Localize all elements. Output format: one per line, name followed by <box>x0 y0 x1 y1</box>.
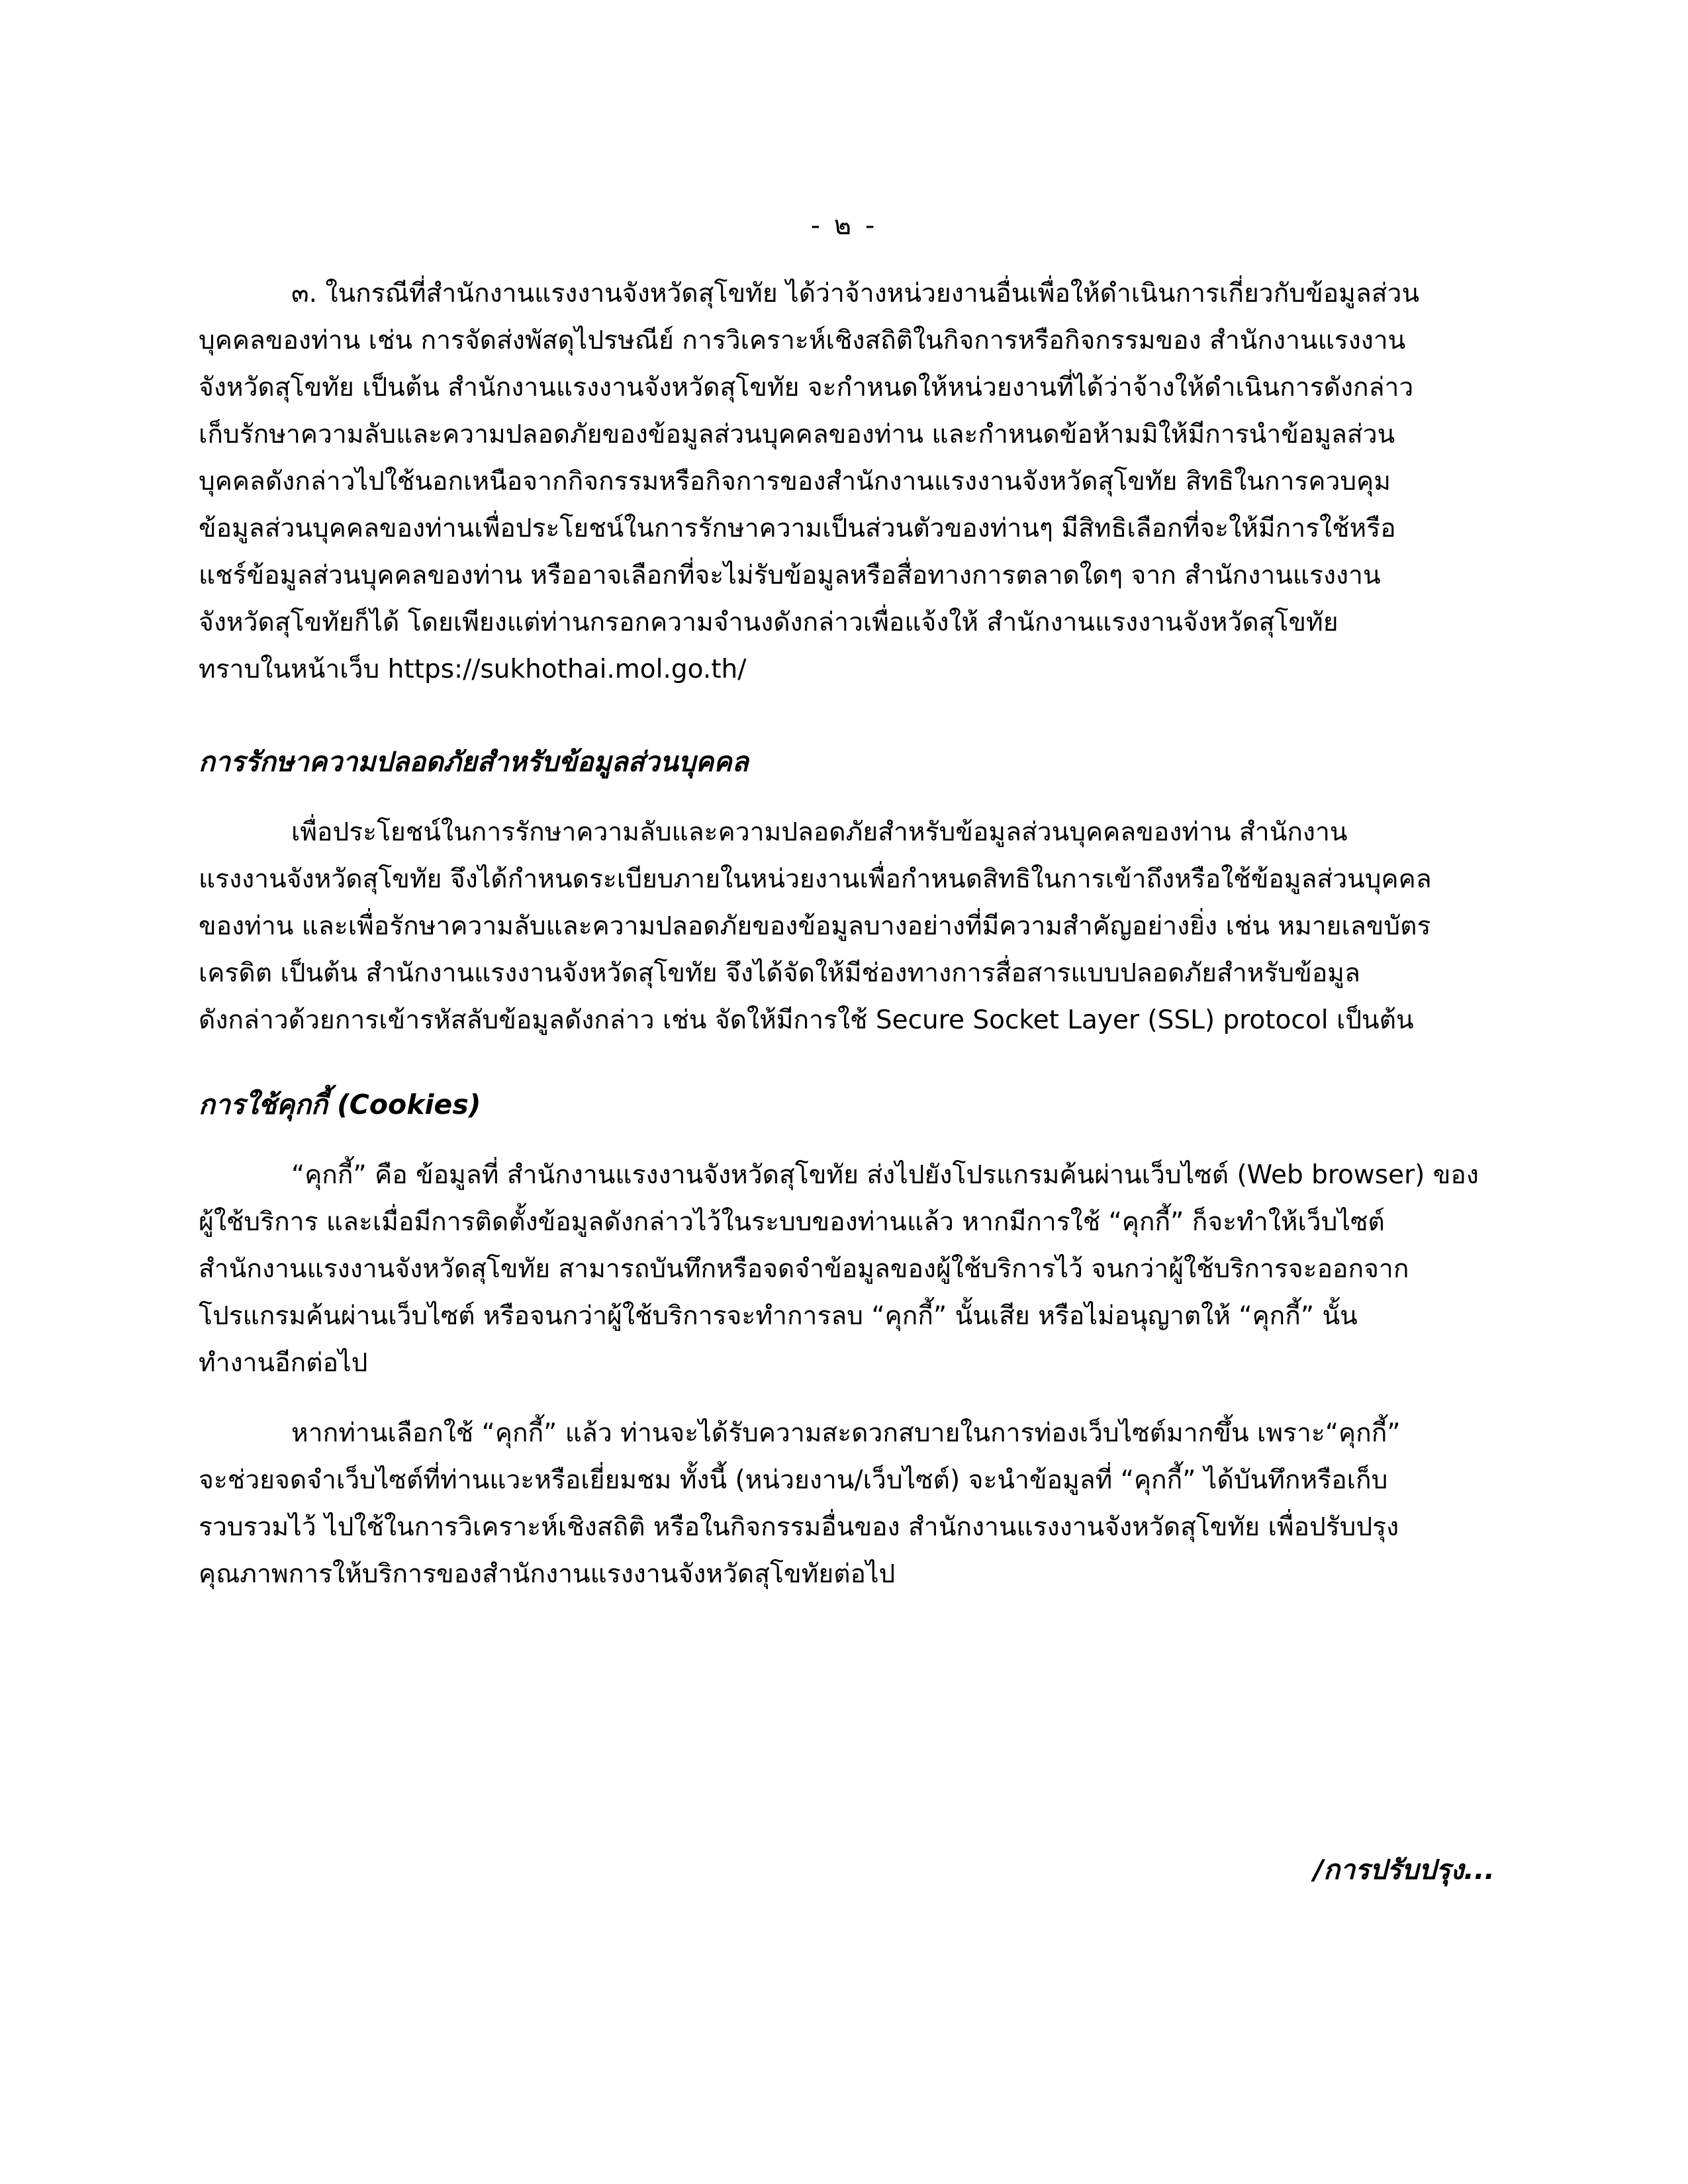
paragraph-line: หากท่านเลือกใช้ “คุกกี้” แล้ว ท่านจะได้รับความสะดวกสบายในการท่องเว็บไซต์มากขึ้น เพราะ“คุกกี้” <box>291 1418 1401 1448</box>
security-heading: การรักษาความปลอดภัยสำหรับข้อมูลส่วนบุคคล <box>199 746 749 778</box>
paragraph-line: จังหวัดสุโขทัยก็ได้ โดยเพียงแต่ท่านกรอกความจำนงดังกล่าวเพื่อแจ้งให้ สำนักงานแรงงานจังหวัดสุโขทัย <box>199 608 1338 637</box>
paragraph-line: จังหวัดสุโขทัย เป็นต้น สำนักงานแรงงานจังหวัดสุโขทัย จะกำหนดให้หน่วยงานที่ได้ว่าจ้างให้ดำเนินการดังกล่าว <box>199 373 1414 402</box>
continued-marker: /การปรับปรุง... <box>1313 1854 1495 1886</box>
page-number: - ๒ - <box>810 210 878 241</box>
cookies-heading: การใช้คุกกี้ (Cookies) <box>199 1089 481 1120</box>
paragraph-line: ผู้ใช้บริการ และเมื่อมีการติดตั้งข้อมูลดังกล่าวไว้ในระบบของท่านแล้ว หากมีการใช้ “คุกกี้” ก็จะทำให้เว็บไซต์ <box>199 1207 1385 1237</box>
paragraph-line: บุคคลดังกล่าวไปใช้นอกเหนือจากกิจกรรมหรือกิจการของสำนักงานแรงงานจังหวัดสุโขทัย สิทธิในการควบคุม <box>199 467 1391 496</box>
cookies-paragraph-1 <box>199 1152 1489 1387</box>
paragraph-line: จะช่วยจดจำเว็บไซต์ที่ท่านแวะหรือเยี่ยมชม ทั้งนี้ (หน่วยงาน/เว็บไซต์) จะนำข้อมูลที่ “คุกกี้” ได้บันทึกหรือเก็บ <box>199 1465 1388 1495</box>
security-paragraph <box>199 809 1489 1044</box>
paragraph-line: เครดิต เป็นต้น สำนักงานแรงงานจังหวัดสุโขทัย จึงได้จัดให้มีช่องทางการสื่อสารแบบปลอดภัยสำหรับข้อมูล <box>199 958 1360 988</box>
cookies-paragraph-2 <box>199 1410 1489 1598</box>
paragraph-line: ทราบในหน้าเว็บ https://sukhothai.mol.go.th/ <box>199 655 747 684</box>
paragraph-line: สำนักงานแรงงานจังหวัดสุโขทัย สามารถบันทึกหรือจดจำข้อมูลของผู้ใช้บริการไว้ จนกว่าผู้ใช้บริการจะออกจาก <box>199 1254 1409 1284</box>
section-3-paragraph <box>199 270 1489 693</box>
paragraph-line: แชร์ข้อมูลส่วนบุคคลของท่าน หรืออาจเลือกที่จะไม่รับข้อมูลหรือสื่อทางการตลาดใดๆ จาก สำนักงานแรงงาน <box>199 561 1381 590</box>
paragraph-line: ข้อมูลส่วนบุคคลของท่านเพื่อประโยชน์ในการรักษาความเป็นส่วนตัวของท่านๆ มีสิทธิเลือกที่จะให้มีการใช้หรือ <box>199 514 1396 543</box>
paragraph-line: คุณภาพการให้บริการของสำนักงานแรงงานจังหวัดสุโขทัยต่อไป <box>199 1559 896 1589</box>
paragraph-line: รวบรวมไว้ ไปใช้ในการวิเคราะห์เชิงสถิติ หรือในกิจกรรมอื่นของ สำนักงานแรงงานจังหวัดสุโขทัย เพื่อปรับปรุง <box>199 1512 1399 1542</box>
paragraph-line: ของท่าน และเพื่อรักษาความลับและความปลอดภัยของข้อมูลบางอย่างที่มีความสำคัญอย่างยิ่ง เช่น หมายเลขบัตร <box>199 911 1431 941</box>
paragraph-line: โปรแกรมค้นผ่านเว็บไซต์ หรือจนกว่าผู้ใช้บริการจะทำการลบ “คุกกี้” นั้นเสีย หรือไม่อนุญาตให้ “คุกกี้” นั้น <box>199 1301 1358 1331</box>
paragraph-line: ทำงานอีกต่อไป <box>199 1348 368 1378</box>
paragraph-line: เก็บรักษาความลับและความปลอดภัยของข้อมูลส่วนบุคคลของท่าน และกำหนดข้อห้ามมิให้มีการนำข้อมูลส่วน <box>199 420 1395 449</box>
paragraph-line: ดังกล่าวด้วยการเข้ารหัสลับข้อมูลดังกล่าว เช่น จัดให้มีการใช้ Secure Socket Layer (SSL) protocol เป็นต้น <box>199 1005 1414 1035</box>
paragraph-line: เพื่อประโยชน์ในการรักษาความลับและความปลอดภัยสำหรับข้อมูลส่วนบุคคลของท่าน สำนักงาน <box>291 817 1348 847</box>
paragraph-line: บุคคลของท่าน เช่น การจัดส่งพัสดุไปรษณีย์ การวิเคราะห์เชิงสถิติในกิจการหรือกิจกรรมของ สำนักงานแรงงาน <box>199 326 1406 355</box>
paragraph-line: ๓. ในกรณีที่สำนักงานแรงงานจังหวัดสุโขทัย ได้ว่าจ้างหน่วยงานอื่นเพื่อให้ดำเนินการเกี่ยวกับข้อมูลส่วน <box>291 279 1420 308</box>
paragraph-line: “คุกกี้” คือ ข้อมูลที่ สำนักงานแรงงานจังหวัดสุโขทัย ส่งไปยังโปรแกรมค้นผ่านเว็บไซต์ (Web browser) ของ <box>291 1160 1479 1190</box>
paragraph-line: แรงงานจังหวัดสุโขทัย จึงได้กำหนดระเบียบภายในหน่วยงานเพื่อกำหนดสิทธิในการเข้าถึงหรือใช้ข้อมูลส่วนบุคคล <box>199 864 1432 894</box>
